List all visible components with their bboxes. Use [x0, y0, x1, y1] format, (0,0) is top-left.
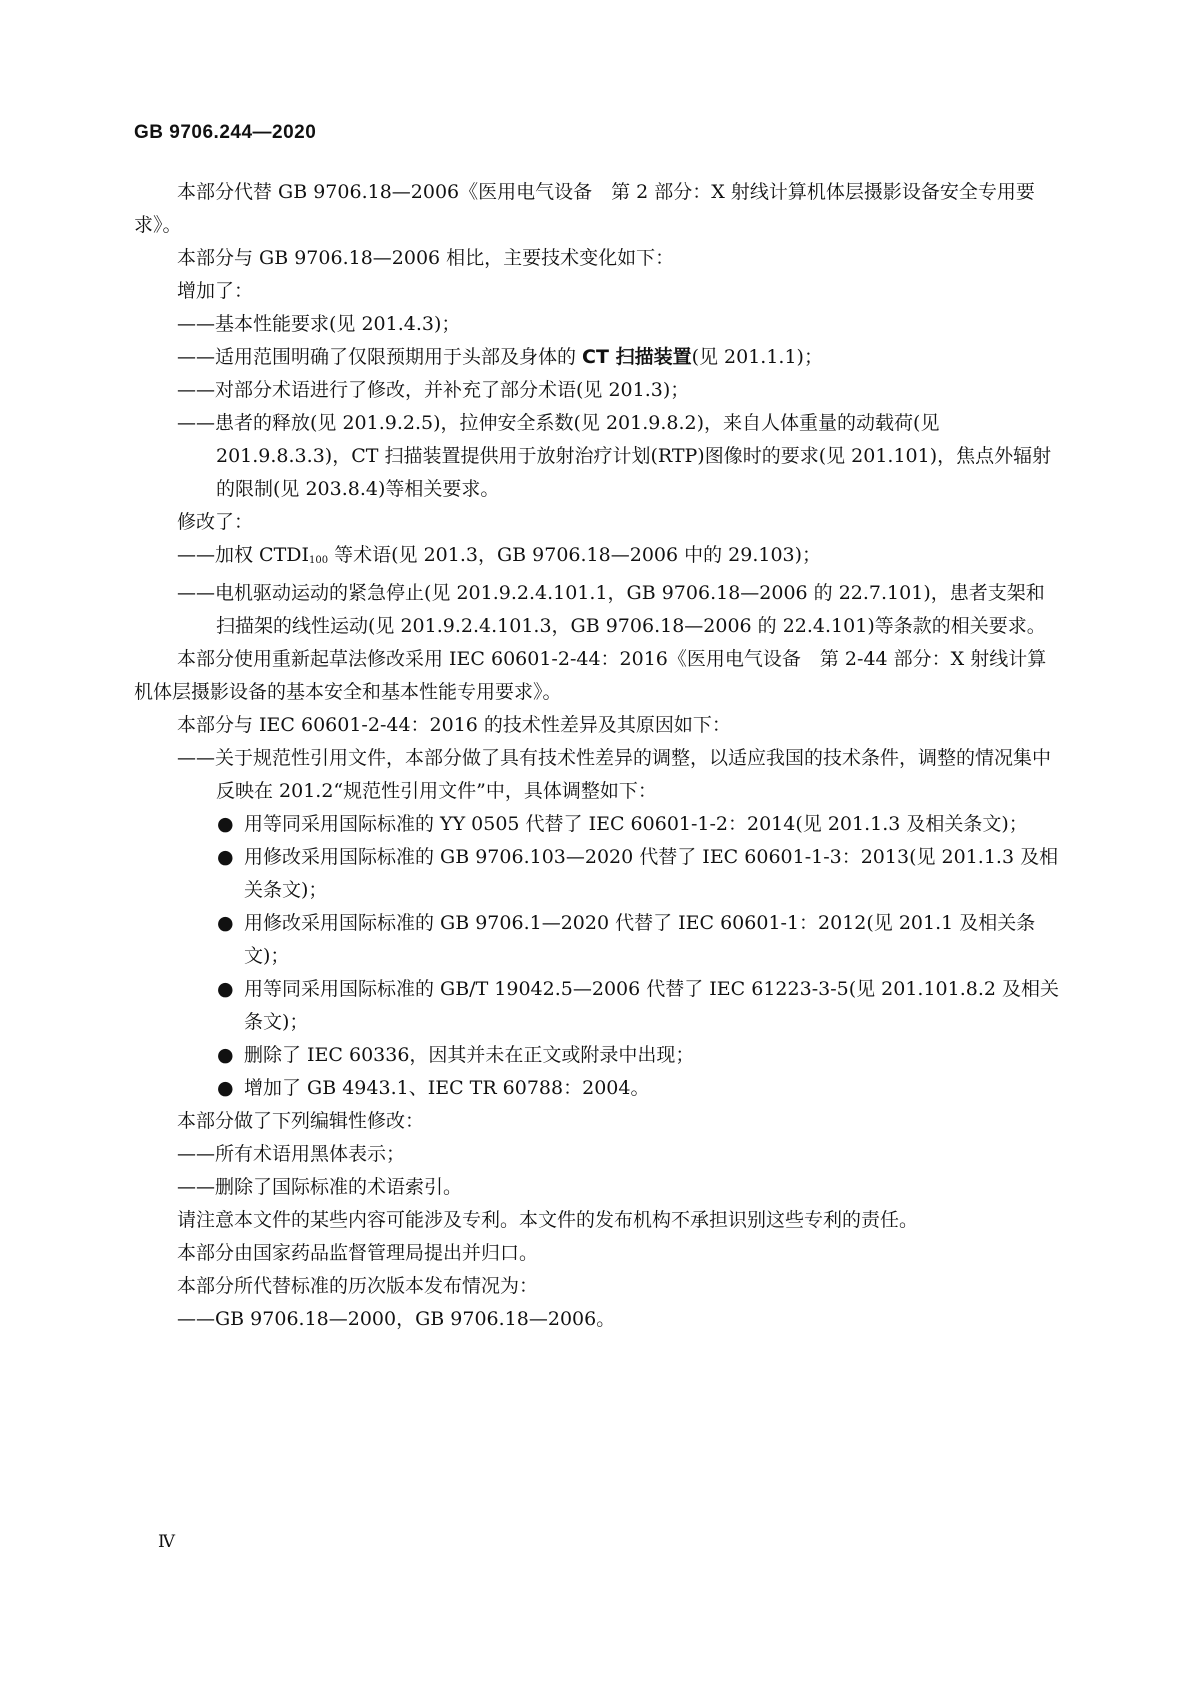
added-item-3: ——对部分术语进行了修改，并补充了部分术语(见 201.3)；	[177, 379, 690, 401]
added-item-2	[134, 341, 1060, 374]
paragraph-changes-intro: 本部分与 GB 9706.18—2006 相比，主要技术变化如下：	[177, 247, 675, 269]
bullet-text-5: 删除了 IEC 60336，因其并未在正文或附录中出现；	[244, 1044, 695, 1066]
bullet-item-1	[134, 808, 1060, 841]
added-item-2-term: CT 扫描装置	[582, 346, 692, 368]
bullet-item-4	[134, 973, 1060, 1039]
modified-item-1	[134, 539, 1060, 577]
paragraph-editorial-intro: 本部分做了下列编辑性修改：	[177, 1110, 425, 1132]
added-item-4: ——患者的释放(见 201.9.2.5)，拉伸安全系数(见 201.9.8.2)，来自人体重量的动载荷(见 201.9.8.3.3)，CT 扫描装置提供用于放射治疗计划(RTP)图像时的要求(见 201.101)，焦点外辐射的限制(见 203.8.4)等相关要求。	[177, 412, 1052, 500]
bullet-icon: ●	[217, 912, 234, 934]
bullet-icon: ●	[217, 813, 234, 835]
bullet-text-6: 增加了 GB 4943.1、IEC TR 60788：2004。	[244, 1077, 650, 1099]
bullet-icon: ●	[217, 846, 234, 868]
document-body	[134, 176, 1060, 1336]
modified-item-2: ——电机驱动运动的紧急停止(见 201.9.2.4.101.1，GB 9706.18—2006 的 22.7.101)，患者支架和扫描架的线性运动(见 201.9.2.4.101.3，GB 9706.18—2006 的 22.4.101)等条款的相关要求。	[177, 582, 1046, 637]
bullet-icon: ●	[217, 1044, 234, 1066]
bullet-icon: ●	[217, 1077, 234, 1099]
bullet-text-1: 用等同采用国际标准的 YY 0505 代替了 IEC 60601-1-2：2014(见 201.1.3 及相关条文)；	[244, 813, 1028, 835]
added-item-2-text-a: ——适用范围明确了仅限预期用于头部及身体的	[177, 346, 583, 368]
editorial-item-2: ——删除了国际标准的术语索引。	[177, 1176, 463, 1198]
history-item-1: ——GB 9706.18—2000，GB 9706.18—2006。	[177, 1308, 616, 1330]
added-item-1: ——基本性能要求(见 201.4.3)；	[177, 313, 461, 335]
standard-number: GB 9706.244—2020	[134, 122, 317, 143]
modified-item-1-subscript: 100	[309, 555, 329, 566]
paragraph-proposer: 本部分由国家药品监督管理局提出并归口。	[177, 1242, 539, 1264]
bullet-icon: ●	[217, 978, 234, 1000]
bullet-text-2: 用修改采用国际标准的 GB 9706.103—2020 代替了 IEC 60601-1-3：2013(见 201.1.3 及相关条文)；	[244, 846, 1059, 901]
bullet-item-6	[134, 1072, 1060, 1105]
paragraph-history-intro: 本部分所代替标准的历次版本发布情况为：	[177, 1275, 539, 1297]
page-number: Ⅳ	[158, 1532, 175, 1552]
modified-title: 修改了：	[177, 511, 254, 533]
bullet-text-4: 用等同采用国际标准的 GB/T 19042.5—2006 代替了 IEC 61223-3-5(见 201.101.8.2 及相关条文)；	[244, 978, 1060, 1033]
difference-item-1: ——关于规范性引用文件，本部分做了具有技术性差异的调整，以适应我国的技术条件，调整的情况集中反映在 201.2“规范性引用文件”中，具体调整如下：	[177, 747, 1052, 802]
added-title: 增加了：	[177, 280, 254, 302]
paragraph-replacement: 本部分代替 GB 9706.18—2006《医用电气设备 第 2 部分：X 射线计算机体层摄影设备安全专用要求》。	[134, 181, 1035, 236]
added-item-2-text-b: (见 201.1.1)；	[691, 346, 823, 368]
modified-item-1-text-a: ——加权 CTDI	[177, 544, 309, 566]
bullet-item-5	[134, 1039, 1060, 1072]
bullet-text-3: 用修改采用国际标准的 GB 9706.1—2020 代替了 IEC 60601-1：2012(见 201.1 及相关条文)；	[244, 912, 1036, 967]
modified-item-1-text-b: 等术语(见 201.3，GB 9706.18—2006 中的 29.103)；	[328, 544, 822, 566]
paragraph-adoption: 本部分使用重新起草法修改采用 IEC 60601-2-44：2016《医用电气设备 第 2-44 部分：X 射线计算机体层摄影设备的基本安全和基本性能专用要求》。	[134, 648, 1047, 703]
editorial-item-1: ——所有术语用黑体表示；	[177, 1143, 406, 1165]
paragraph-differences-intro: 本部分与 IEC 60601-2-44：2016 的技术性差异及其原因如下：	[177, 714, 731, 736]
bullet-item-3	[134, 907, 1060, 973]
bullet-item-2	[134, 841, 1060, 907]
paragraph-patent-notice: 请注意本文件的某些内容可能涉及专利。本文件的发布机构不承担识别这些专利的责任。	[177, 1209, 919, 1231]
